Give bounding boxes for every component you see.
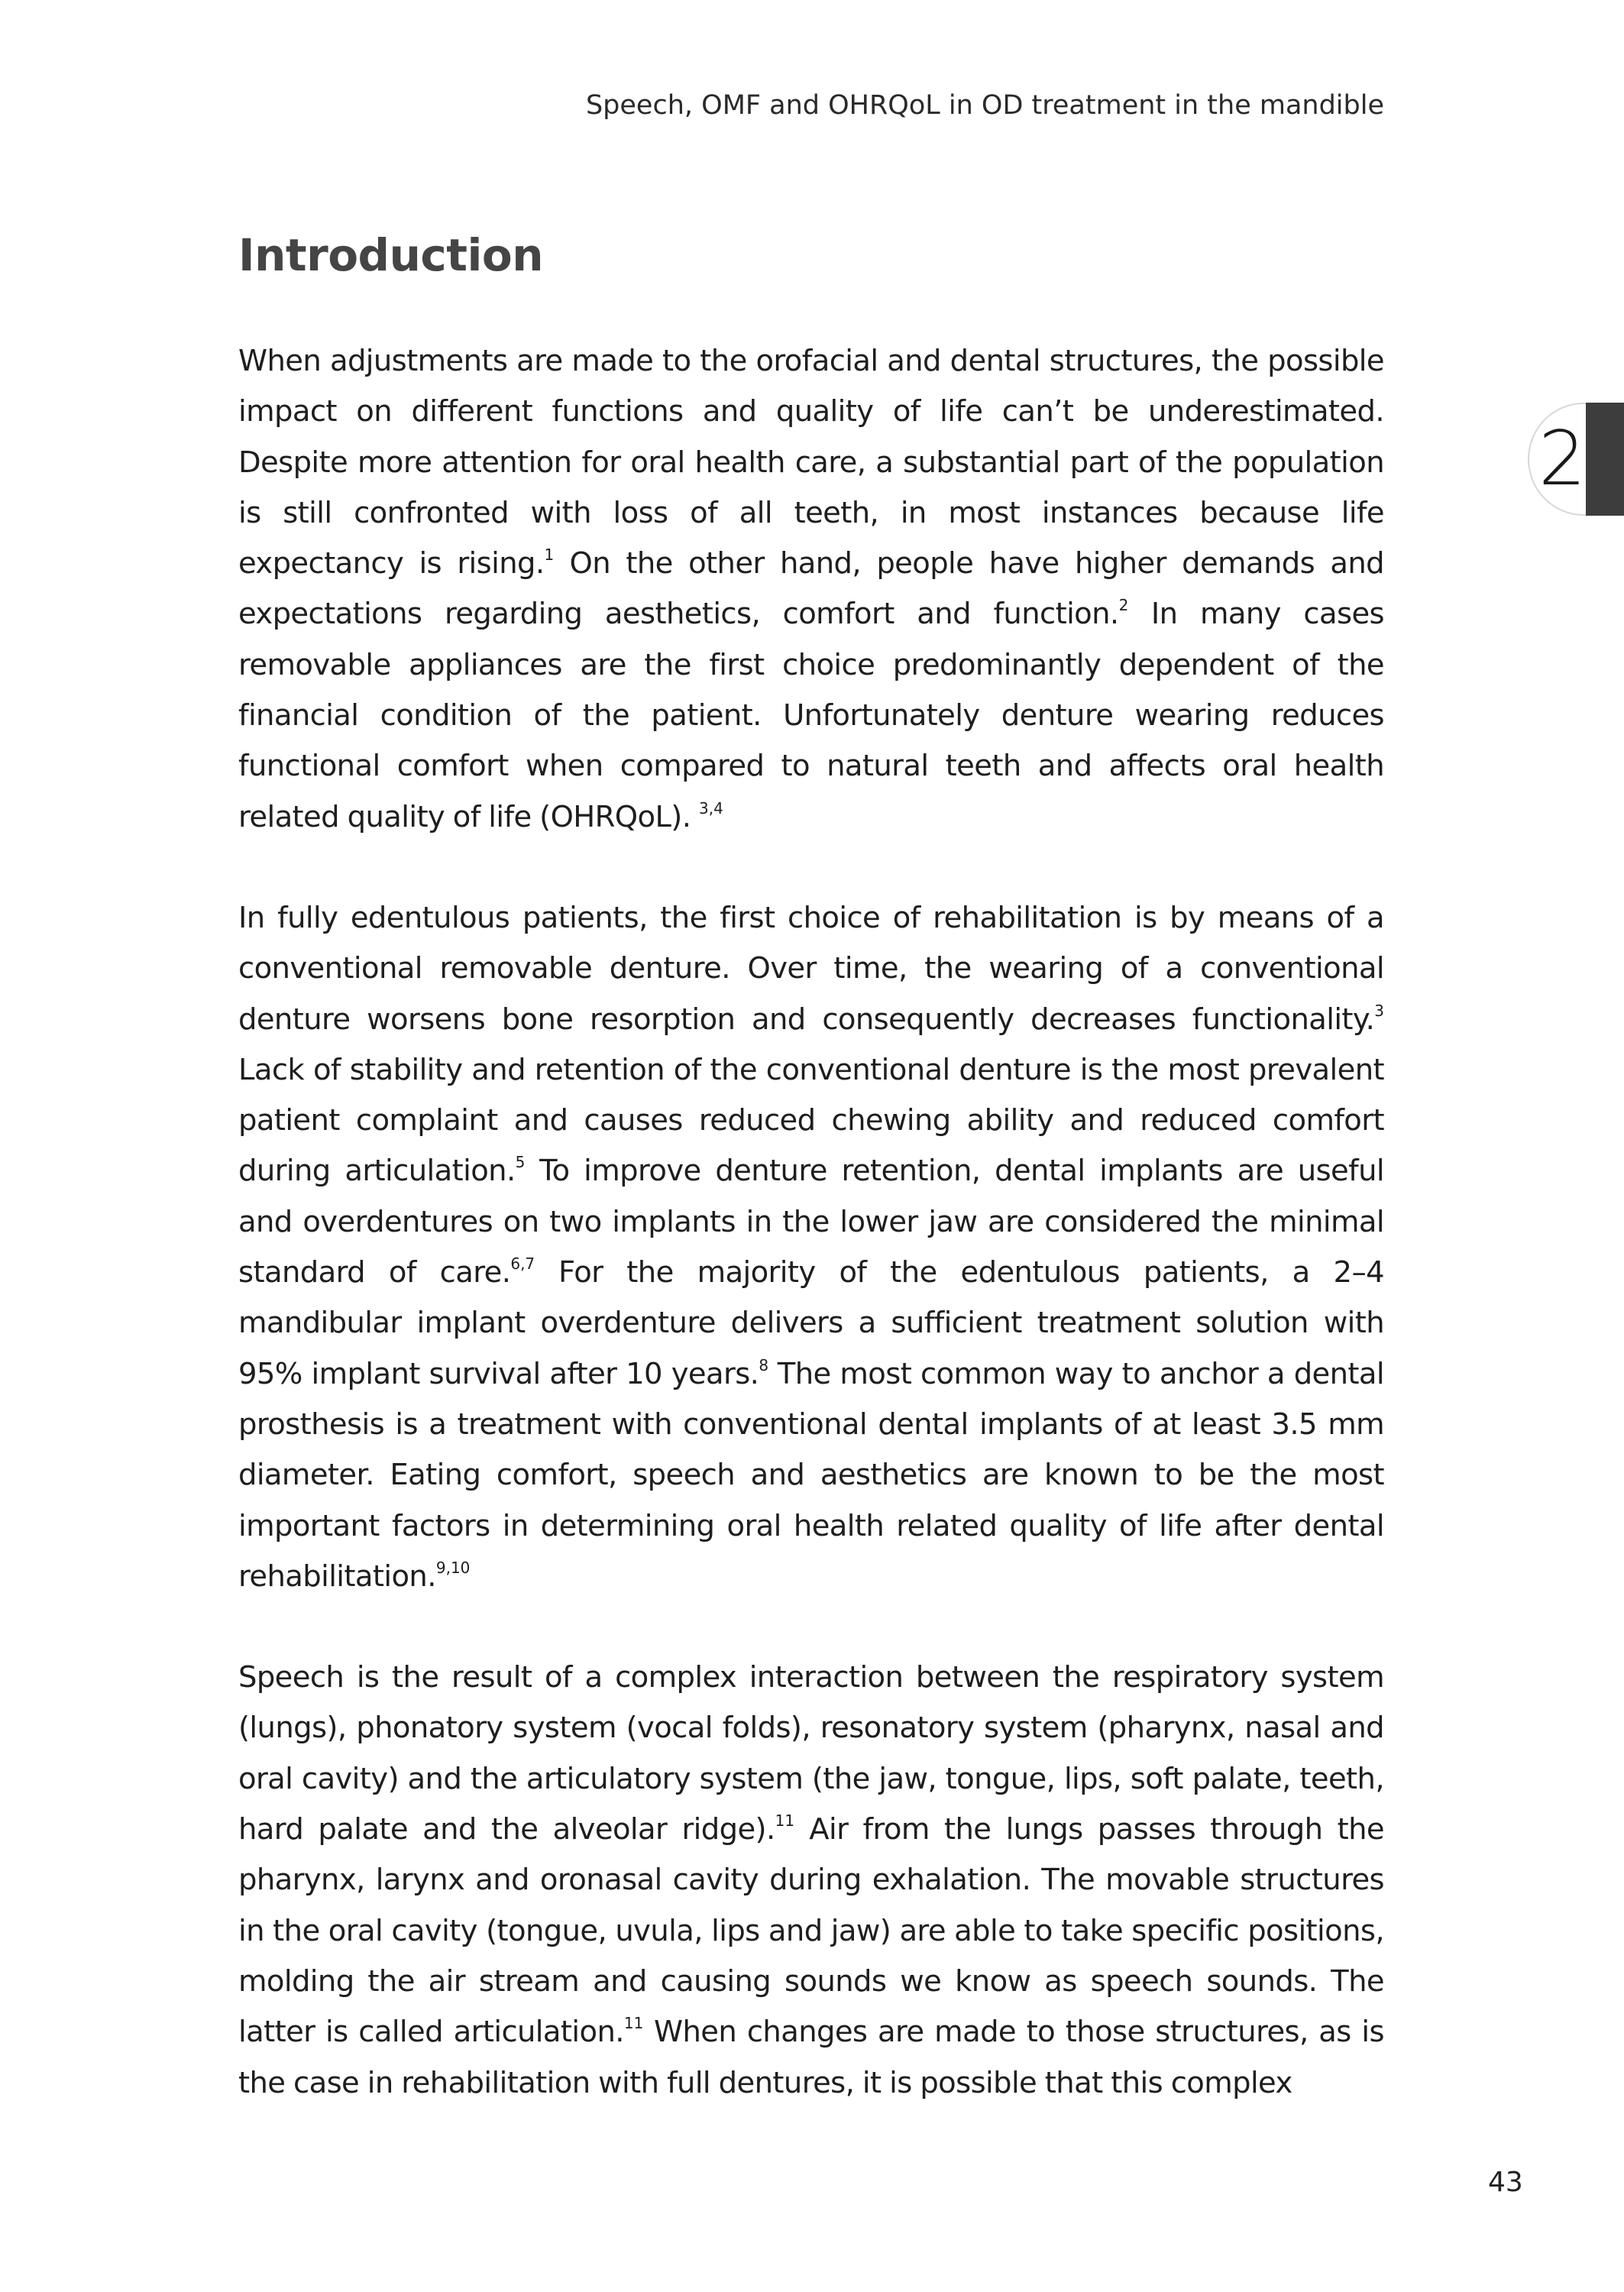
citation: 1 — [544, 545, 555, 565]
citation: 6,7 — [510, 1254, 535, 1274]
running-header: Speech, OMF and OHRQoL in OD treatment in the mandible — [585, 90, 1384, 121]
citation: 5 — [515, 1153, 526, 1172]
body-text — [238, 336, 1384, 2159]
text-segment: On the other hand, people have higher demands and expectations regarding aesthetics, comfort and function. — [238, 546, 1384, 632]
text-segment: Speech is the result of a complex interaction between the respiratory system (lungs), phonatory system (vocal folds), resonatory system (pharynx, nasal and oral cavity) and the articulatory system (the jaw, tongue, lips, soft palate, teeth, hard palate and the alveolar ridge). — [238, 1660, 1384, 1847]
chapter-number: 2 — [1538, 416, 1587, 503]
chapter-tab — [1528, 403, 1624, 516]
text-segment: For the majority of the edentulous patients, a 2–4 mandibular implant overdenture delivers a sufficient treatment solution with 95% implant survival after 10 years. — [238, 1255, 1384, 1391]
citation: 9,10 — [435, 1558, 471, 1577]
paragraph-1 — [238, 336, 1384, 843]
text-segment: In many cases removable appliances are the first choice predominantly dependent of the financial condition of the patient. Unfortunately denture wearing reduces functional comfort when compared to natural teeth and affects oral health related quality of life (OHRQoL). — [238, 597, 1384, 834]
citation: 11 — [623, 2014, 644, 2033]
chapter-bar — [1586, 403, 1624, 516]
citation: 2 — [1118, 596, 1129, 615]
text-segment: When changes are made to those structures, as is the case in rehabilitation with full dentures, it is possible that this complex — [238, 2015, 1384, 2100]
text-segment: The most common way to anchor a dental prosthesis is a treatment with conventional dental implants of at least 3.5 mm diameter. Eating comfort, speech and aesthetics are known to be the most important factors in determining oral health related quality of life after dental rehabilitation. — [238, 1356, 1384, 1594]
text-segment: To improve denture retention, dental implants are useful and overdentures on two implants in the lower jaw are considered the minimal standard of care. — [238, 1154, 1384, 1290]
citation: 8 — [759, 1355, 769, 1374]
text-segment: In fully edentulous patients, the first choice of rehabilitation is by means of a conventional removable denture. Over time, the wearing of a conventional denture worsens bone resorption and consequently decreases functionality. — [238, 900, 1384, 1037]
text-segment: When adjustments are made to the orofacial and dental structures, the possible impact on different functions and quality of life can’t be underestimated. Despite more attention for oral health care, a substantial part of the population is still confronted with loss of all teeth, in most instances because life expectancy is rising. — [238, 344, 1384, 581]
citation: 3 — [1374, 1001, 1384, 1020]
text-segment: Air from the lungs passes through the pharynx, larynx and oronasal cavity during exhalation. The movable structures in the oral cavity (tongue, uvula, lips and jaw) are able to take specific positions, molding the air stream and causing sounds we know as speech sounds. The latter is called articulation. — [238, 1812, 1384, 2050]
paragraph-3 — [238, 1653, 1384, 2109]
paragraph-2 — [238, 893, 1384, 1602]
text-segment: Lack of stability and retention of the conventional denture is the most prevalent patient complaint and causes reduced chewing ability and reduced comfort during articulation. — [238, 1052, 1384, 1189]
citation: 11 — [775, 1811, 795, 1831]
page-number: 43 — [1488, 2167, 1523, 2198]
citation: 3,4 — [699, 798, 723, 817]
section-heading: Introduction — [238, 229, 543, 281]
